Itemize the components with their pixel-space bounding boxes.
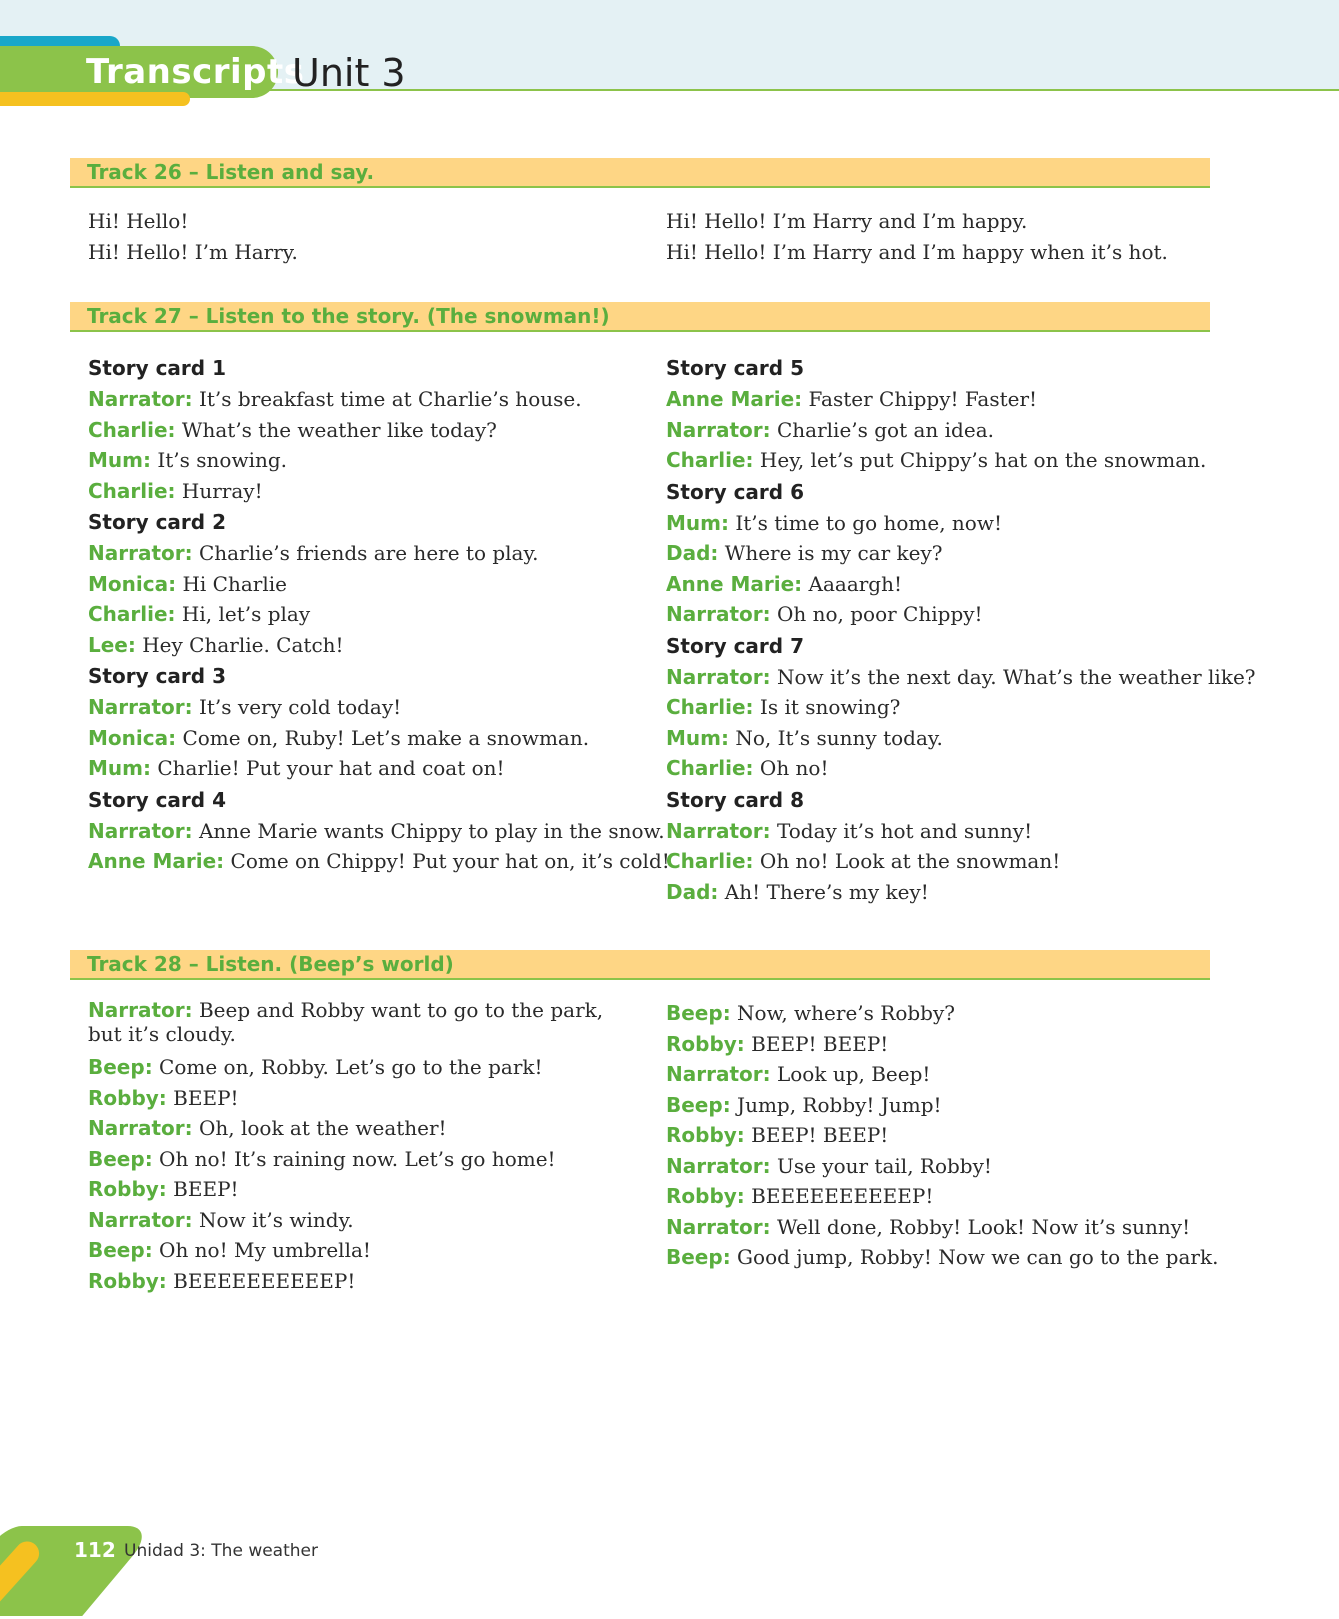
dialogue-line bbox=[666, 1029, 1211, 1060]
dialogue-text: Good jump, Robby! Now we can go to the park. bbox=[730, 1245, 1219, 1269]
dialogue-text: Faster Chippy! Faster! bbox=[802, 387, 1038, 411]
speaker-name: Anne Marie: bbox=[666, 571, 803, 596]
story-card-heading: Story card 5 bbox=[666, 356, 804, 380]
page-number: 112 bbox=[74, 1538, 116, 1562]
speaker-name: Anne Marie: bbox=[88, 849, 225, 873]
speaker-name: Lee: bbox=[88, 632, 136, 657]
track-28-title: Track 28 – Listen. (Beep’s world) bbox=[87, 952, 454, 976]
dialogue-line bbox=[88, 1113, 633, 1144]
dialogue-line bbox=[88, 846, 670, 877]
dialogue-text: BEEP! BEEP! bbox=[744, 1123, 889, 1147]
speaker-name: Robby: bbox=[88, 1268, 167, 1293]
speaker-name: Mum: bbox=[666, 510, 729, 535]
story-card-heading: Story card 1 bbox=[88, 356, 226, 380]
dialogue-line bbox=[88, 1266, 633, 1297]
speaker-name: Narrator: bbox=[88, 818, 193, 843]
speaker-name: Mum: bbox=[88, 448, 151, 472]
speaker-name: Charlie: bbox=[88, 417, 176, 442]
dialogue-text: Come on, Ruby! Let’s make a snowman. bbox=[176, 725, 590, 750]
dialogue-line bbox=[88, 1205, 633, 1236]
dialogue-text: Oh no! It’s raining now. Let’s go home! bbox=[152, 1146, 556, 1171]
speaker-name: Monica: bbox=[88, 725, 177, 750]
speaker-name: Narrator: bbox=[88, 998, 193, 1022]
dialogue-line bbox=[666, 1212, 1211, 1243]
dialogue-text: Now it’s the next day. What’s the weather like? bbox=[770, 664, 1256, 689]
dialogue-text: Well done, Robby! Look! Now it’s sunny! bbox=[770, 1214, 1191, 1239]
dialogue-line bbox=[88, 569, 633, 600]
dialogue-line bbox=[88, 538, 633, 569]
dialogue-line bbox=[666, 1181, 1211, 1212]
dialogue-text: Come on, Robby. Let’s go to the park! bbox=[152, 1055, 543, 1079]
dialogue-line bbox=[666, 445, 1211, 476]
dialogue-line bbox=[666, 816, 1211, 847]
dialogue-line bbox=[88, 1235, 633, 1266]
dialogue-line bbox=[666, 508, 1211, 539]
speaker-name: Anne Marie: bbox=[666, 387, 803, 411]
dialogue-text: Ah! There’s my key! bbox=[718, 879, 929, 904]
dialogue-text: Hi Charlie bbox=[176, 571, 287, 596]
dialogue-line bbox=[666, 846, 1211, 877]
speaker-name: Robby: bbox=[88, 1177, 167, 1201]
dialogue-text: No, It’s sunny today. bbox=[728, 725, 943, 750]
speaker-name: Robby: bbox=[88, 1085, 167, 1110]
speaker-name: Narrator: bbox=[666, 1062, 771, 1086]
dialogue-text: Oh no, poor Chippy! bbox=[770, 602, 983, 626]
story-card-heading: Story card 6 bbox=[666, 479, 804, 504]
speaker-name: Narrator: bbox=[88, 1207, 193, 1232]
dialogue-text: What’s the weather like today? bbox=[175, 417, 497, 442]
dialogue-line bbox=[666, 1059, 1211, 1090]
speaker-name: Dad: bbox=[666, 879, 719, 904]
speaker-name: Narrator: bbox=[88, 1116, 193, 1140]
speaker-name: Narrator: bbox=[666, 664, 771, 689]
dialogue-text: Charlie’s friends are here to play. bbox=[192, 541, 539, 565]
dialogue-line bbox=[666, 998, 1211, 1029]
dialogue-line bbox=[88, 599, 633, 630]
speaker-name: Narrator: bbox=[666, 1153, 771, 1178]
header-rule bbox=[260, 89, 1339, 91]
dialogue-line bbox=[666, 569, 1211, 600]
dialogue-text: Oh no! Look at the snowman! bbox=[753, 849, 1061, 873]
dialogue-text: Oh no! bbox=[753, 756, 829, 780]
dialogue-line bbox=[666, 692, 1211, 723]
dialogue-text: BEEEEEEEEEEP! bbox=[166, 1268, 356, 1293]
dialogue-text: BEEEEEEEEEEP! bbox=[744, 1184, 934, 1208]
dialogue-line bbox=[666, 1120, 1211, 1151]
speaker-name: Beep: bbox=[666, 1245, 731, 1269]
story-card-heading: Story card 4 bbox=[88, 787, 226, 812]
dialogue-text: Look up, Beep! bbox=[770, 1062, 931, 1086]
dialogue-line bbox=[666, 723, 1211, 754]
story-card-heading: Story card 7 bbox=[666, 633, 804, 658]
dialogue-text: It’s breakfast time at Charlie’s house. bbox=[192, 387, 582, 411]
story-card-heading: Story card 8 bbox=[666, 787, 804, 812]
story-card-heading: Story card 2 bbox=[88, 510, 226, 534]
speaker-name: Narrator: bbox=[666, 1214, 771, 1239]
speaker-name: Narrator: bbox=[88, 387, 193, 411]
dialogue-line bbox=[88, 1083, 633, 1114]
speaker-name: Charlie: bbox=[666, 448, 754, 472]
dialogue-line bbox=[666, 1151, 1211, 1182]
dialogue-text: Oh no! My umbrella! bbox=[152, 1238, 371, 1262]
dialogue-line bbox=[666, 415, 1211, 446]
dialogue-line bbox=[666, 538, 1211, 569]
section-label: Transcripts bbox=[86, 52, 305, 92]
dialogue-text: It’s time to go home, now! bbox=[728, 510, 1003, 535]
speaker-name: Narrator: bbox=[666, 602, 771, 626]
dialogue-text: Now it’s windy. bbox=[192, 1207, 354, 1232]
speaker-name: Charlie: bbox=[88, 478, 176, 503]
speaker-name: Robby: bbox=[666, 1123, 745, 1147]
lyric-line: Hi! Hello! I’m Harry. bbox=[88, 239, 298, 264]
dialogue-line bbox=[88, 384, 633, 415]
dialogue-text: Beep and Robby want to go to the park, but it’s cloudy. bbox=[88, 998, 604, 1046]
page-title: Unit 3 bbox=[292, 51, 406, 95]
dialogue-text: Hurray! bbox=[175, 478, 263, 503]
track-27-header bbox=[70, 302, 1210, 332]
track-27-left-column bbox=[88, 352, 670, 877]
speaker-name: Beep: bbox=[666, 1092, 731, 1117]
dialogue-text: Now, where’s Robby? bbox=[730, 1001, 955, 1025]
dialogue-line bbox=[88, 998, 633, 1052]
speaker-name: Charlie: bbox=[666, 849, 754, 873]
speaker-name: Robby: bbox=[666, 1031, 745, 1056]
speaker-name: Narrator: bbox=[88, 541, 193, 565]
dialogue-text: It’s very cold today! bbox=[192, 695, 402, 719]
dialogue-text: Hey, let’s put Chippy’s hat on the snowman. bbox=[753, 448, 1207, 472]
speaker-name: Beep: bbox=[88, 1055, 153, 1079]
story-card-heading: Story card 3 bbox=[88, 664, 226, 688]
track-26-right-column bbox=[666, 206, 1211, 267]
speaker-name: Beep: bbox=[88, 1238, 153, 1262]
dialogue-text: BEEP! bbox=[166, 1085, 239, 1110]
speaker-name: Mum: bbox=[88, 756, 151, 780]
dialogue-line bbox=[88, 415, 633, 446]
dialogue-line bbox=[666, 1242, 1219, 1273]
dialogue-line bbox=[88, 476, 633, 507]
dialogue-text: Use your tail, Robby! bbox=[770, 1153, 992, 1178]
track-27-title: Track 27 – Listen to the story. (The snowman!) bbox=[87, 304, 610, 328]
track-26-title: Track 26 – Listen and say. bbox=[87, 160, 375, 184]
track-26-left-column bbox=[88, 206, 633, 267]
dialogue-line bbox=[88, 1144, 633, 1175]
dialogue-line bbox=[88, 1052, 633, 1083]
speaker-name: Narrator: bbox=[666, 818, 771, 843]
lyric-line: Hi! Hello! bbox=[88, 209, 189, 233]
speaker-name: Mum: bbox=[666, 725, 729, 750]
speaker-name: Narrator: bbox=[88, 695, 193, 719]
track-26-header bbox=[70, 158, 1210, 188]
dialogue-line bbox=[88, 753, 633, 784]
dialogue-line bbox=[88, 630, 633, 661]
speaker-name: Charlie: bbox=[666, 756, 754, 780]
dialogue-line bbox=[88, 445, 633, 476]
speaker-name: Monica: bbox=[88, 571, 177, 596]
dialogue-text: Charlie’s got an idea. bbox=[770, 417, 994, 442]
dialogue-text: Anne Marie wants Chippy to play in the snow. bbox=[192, 818, 665, 843]
speaker-name: Beep: bbox=[666, 1001, 731, 1025]
dialogue-line bbox=[666, 753, 1211, 784]
dialogue-text: It’s snowing. bbox=[150, 448, 287, 472]
track-27-right-column bbox=[666, 352, 1256, 907]
dialogue-text: Where is my car key? bbox=[718, 541, 943, 565]
speaker-name: Dad: bbox=[666, 541, 719, 565]
dialogue-text: Today it’s hot and sunny! bbox=[770, 818, 1033, 843]
dialogue-text: BEEP! BEEP! bbox=[744, 1031, 889, 1056]
dialogue-line bbox=[666, 877, 1211, 908]
track-28-right-column bbox=[666, 998, 1219, 1273]
dialogue-line bbox=[666, 1090, 1211, 1121]
dialogue-text: BEEP! bbox=[166, 1177, 239, 1201]
dialogue-line bbox=[88, 692, 633, 723]
dialogue-line bbox=[88, 816, 665, 847]
footer-unit-label: Unidad 3: The weather bbox=[124, 1541, 318, 1561]
dialogue-line bbox=[666, 662, 1256, 693]
dialogue-line bbox=[666, 599, 1211, 630]
dialogue-line bbox=[666, 384, 1211, 415]
dialogue-text: Come on Chippy! Put your hat on, it’s cold! bbox=[224, 849, 670, 873]
dialogue-text: Hi, let’s play bbox=[175, 602, 311, 626]
speaker-name: Beep: bbox=[88, 1146, 153, 1171]
dialogue-text: Aaaargh! bbox=[802, 571, 903, 596]
speaker-name: Narrator: bbox=[666, 417, 771, 442]
dialogue-text: Hey Charlie. Catch! bbox=[135, 632, 344, 657]
speaker-name: Robby: bbox=[666, 1184, 745, 1208]
lyric-line: Hi! Hello! I’m Harry and I’m happy when it’s hot. bbox=[666, 239, 1168, 264]
dialogue-text: Jump, Robby! Jump! bbox=[730, 1092, 942, 1117]
dialogue-text: Charlie! Put your hat and coat on! bbox=[150, 756, 505, 780]
speaker-name: Charlie: bbox=[88, 602, 176, 626]
dialogue-text: Oh, look at the weather! bbox=[192, 1116, 447, 1140]
track-28-left-column bbox=[88, 998, 633, 1296]
lyric-line: Hi! Hello! I’m Harry and I’m happy. bbox=[666, 209, 1028, 233]
dialogue-line bbox=[88, 1174, 633, 1205]
dialogue-line bbox=[88, 723, 633, 754]
dialogue-text: Is it snowing? bbox=[753, 695, 901, 719]
speaker-name: Charlie: bbox=[666, 695, 754, 719]
track-28-header bbox=[70, 950, 1210, 980]
